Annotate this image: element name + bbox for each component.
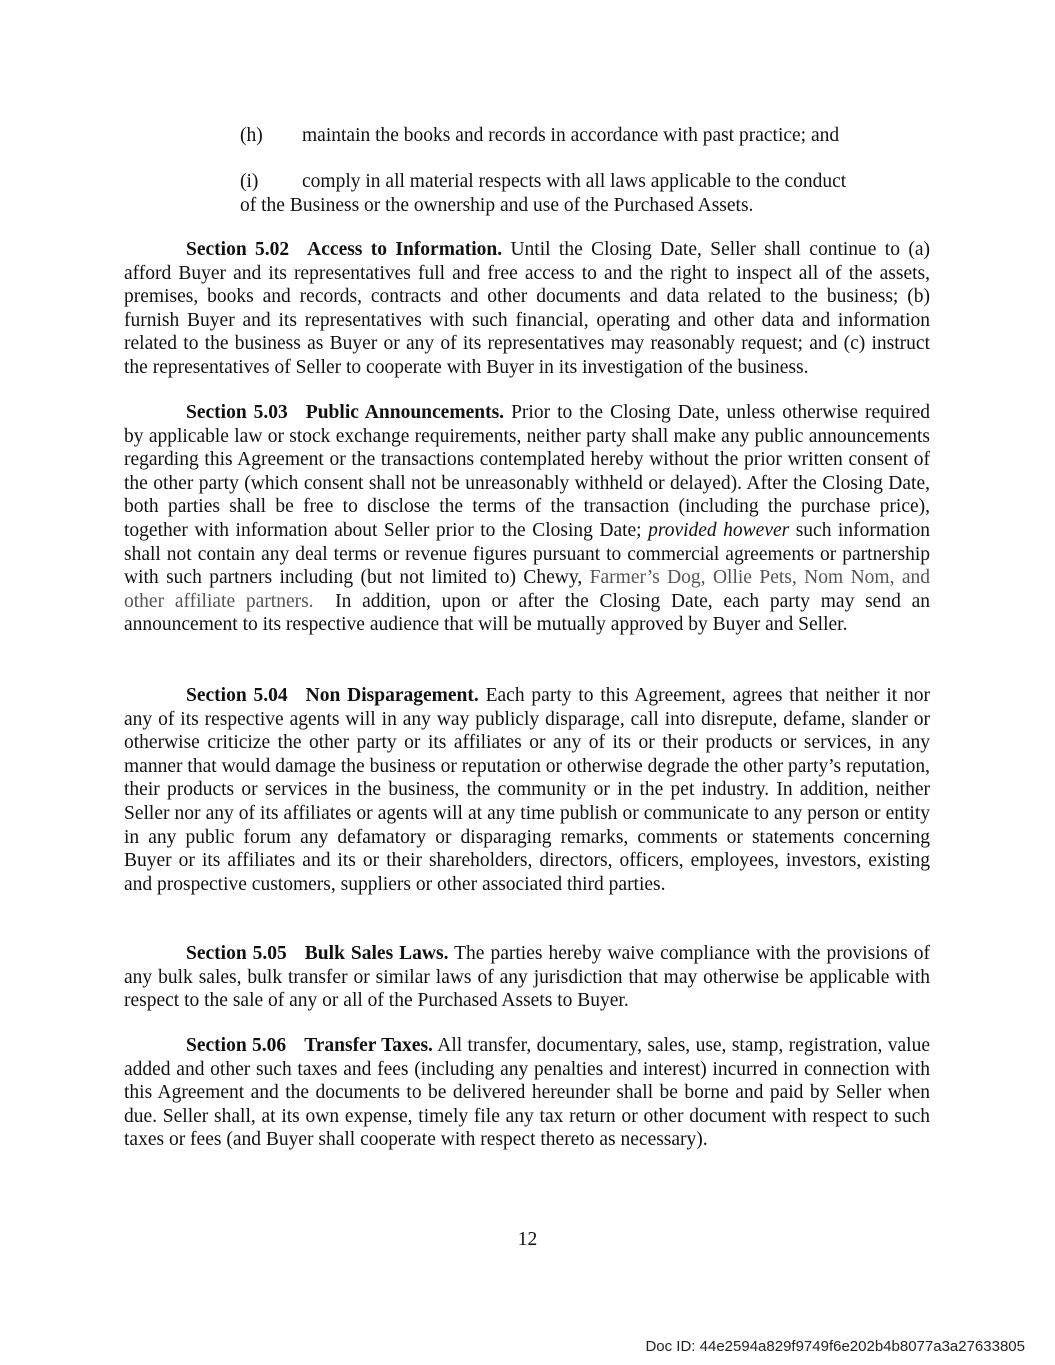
section-title: Public Announcements.: [305, 402, 505, 423]
section-number: Section 5.04: [186, 685, 288, 706]
section-body: The parties hereby waive compliance with the provisions of any bulk sales, bulk transfer or similar laws of any jurisdiction that may otherwise be applicable with respect to the sale of any or all of the Purchased Assets to Buyer.: [124, 943, 930, 1012]
section-body-part-2: such information shall not contain any deal terms or revenue figures pursuant to commercial agreements or partnership with such partners including (but not limited to) Chewy,: [124, 519, 930, 589]
item-continuation: of the Business or the ownership and use of the Purchased Assets.: [240, 195, 754, 216]
section-body: Until the Closing Date, Seller shall continue to (a) afford Buyer and its representatives full and free access to and the right to inspect all of the assets, premises, books and records, contracts and other documents and data related to the business; (b) furnish Buyer and its representatives with such financial, operating and other data and information related to the business as Buyer or any of its representatives may reasonably request; and (c) instruct the representatives of Seller to cooperate with Buyer in its investigation of the business.: [124, 239, 930, 378]
doc-id-footer: Doc ID: 44e2594a829f9749f6e202b4b8077a3a27633805: [645, 1338, 1025, 1355]
section-title: Non Disparagement.: [305, 685, 479, 706]
list-item-i: [240, 170, 930, 194]
item-text: maintain the books and records in accordance with past practice; and: [302, 125, 840, 146]
section-title: Access to Information.: [307, 239, 503, 260]
section-5-04: [124, 684, 930, 896]
page-number: 12: [517, 1229, 538, 1250]
section-5-03: [124, 401, 930, 637]
item-first-line: [240, 170, 930, 194]
section-body-muted: Farmer’s Dog, Ollie Pets, Nom Nom, and other affiliate partners.: [124, 567, 931, 612]
section-5-02: [124, 238, 930, 380]
item-label: (i): [240, 171, 259, 192]
section-number: Section 5.02: [186, 239, 290, 260]
section-number: Section 5.05: [186, 943, 287, 964]
section-body: Each party to this Agreement, agrees that neither it nor any of its respective agents will in any way publicly disparage, call into disrepute, defame, slander or otherwise criticize the other party or its affiliates or any of its or their products or services, in any manner that would damage the business or reputation or otherwise degrade the other party’s reputation, their products or services in the business, the community or in the pet industry. In addition, neither Seller nor any of its affiliates or agents will at any time publish or communicate to any person or entity in any public forum any defamatory or disparaging remarks, comments or statements concerning Buyer or its affiliates and its or their shareholders, directors, officers, employees, investors, existing and prospective customers, suppliers or other associated third parties.: [124, 685, 930, 895]
item-label: (h): [240, 125, 263, 146]
section-body-part-1: Prior to the Closing Date, unless otherwise required by applicable law or stock exchange requirements, neither party shall make any public announcements regarding this Agreement or the transactions contemplated hereby without the prior written consent of the other party (which consent shall not be unreasonably withheld or delayed). After the Closing Date, both parties shall be free to disclose the terms of the transaction (including the purchase price), together with information about Seller prior to the Closing Date;: [124, 402, 930, 541]
section-title: Transfer Taxes.: [304, 1035, 433, 1056]
section-number: Section 5.03: [186, 402, 288, 423]
item-text: comply in all material respects with all laws applicable to the conduct: [302, 171, 847, 192]
section-body: All transfer, documentary, sales, use, stamp, registration, value added and other such taxes and fees (including any penalties and interest) incurred in connection with this Agreement and the documents to be delivered hereunder shall be borne and paid by Seller when due. Seller shall, at its own expense, timely file any tax return or other document with respect to such taxes or fees (and Buyer shall cooperate with respect thereto as necessary).: [124, 1035, 930, 1151]
section-number: Section 5.06: [186, 1035, 287, 1056]
section-5-06: [124, 1034, 930, 1152]
list-item-h: [240, 124, 930, 148]
section-5-05: [124, 942, 930, 1013]
section-title: Bulk Sales Laws.: [304, 943, 449, 964]
section-body-part-3: In addition, upon or after the Closing Date, each party may send an announcement to its respective audience that will be mutually approved by Buyer and Seller.: [124, 590, 930, 636]
section-body-italic: provided however: [648, 519, 790, 541]
